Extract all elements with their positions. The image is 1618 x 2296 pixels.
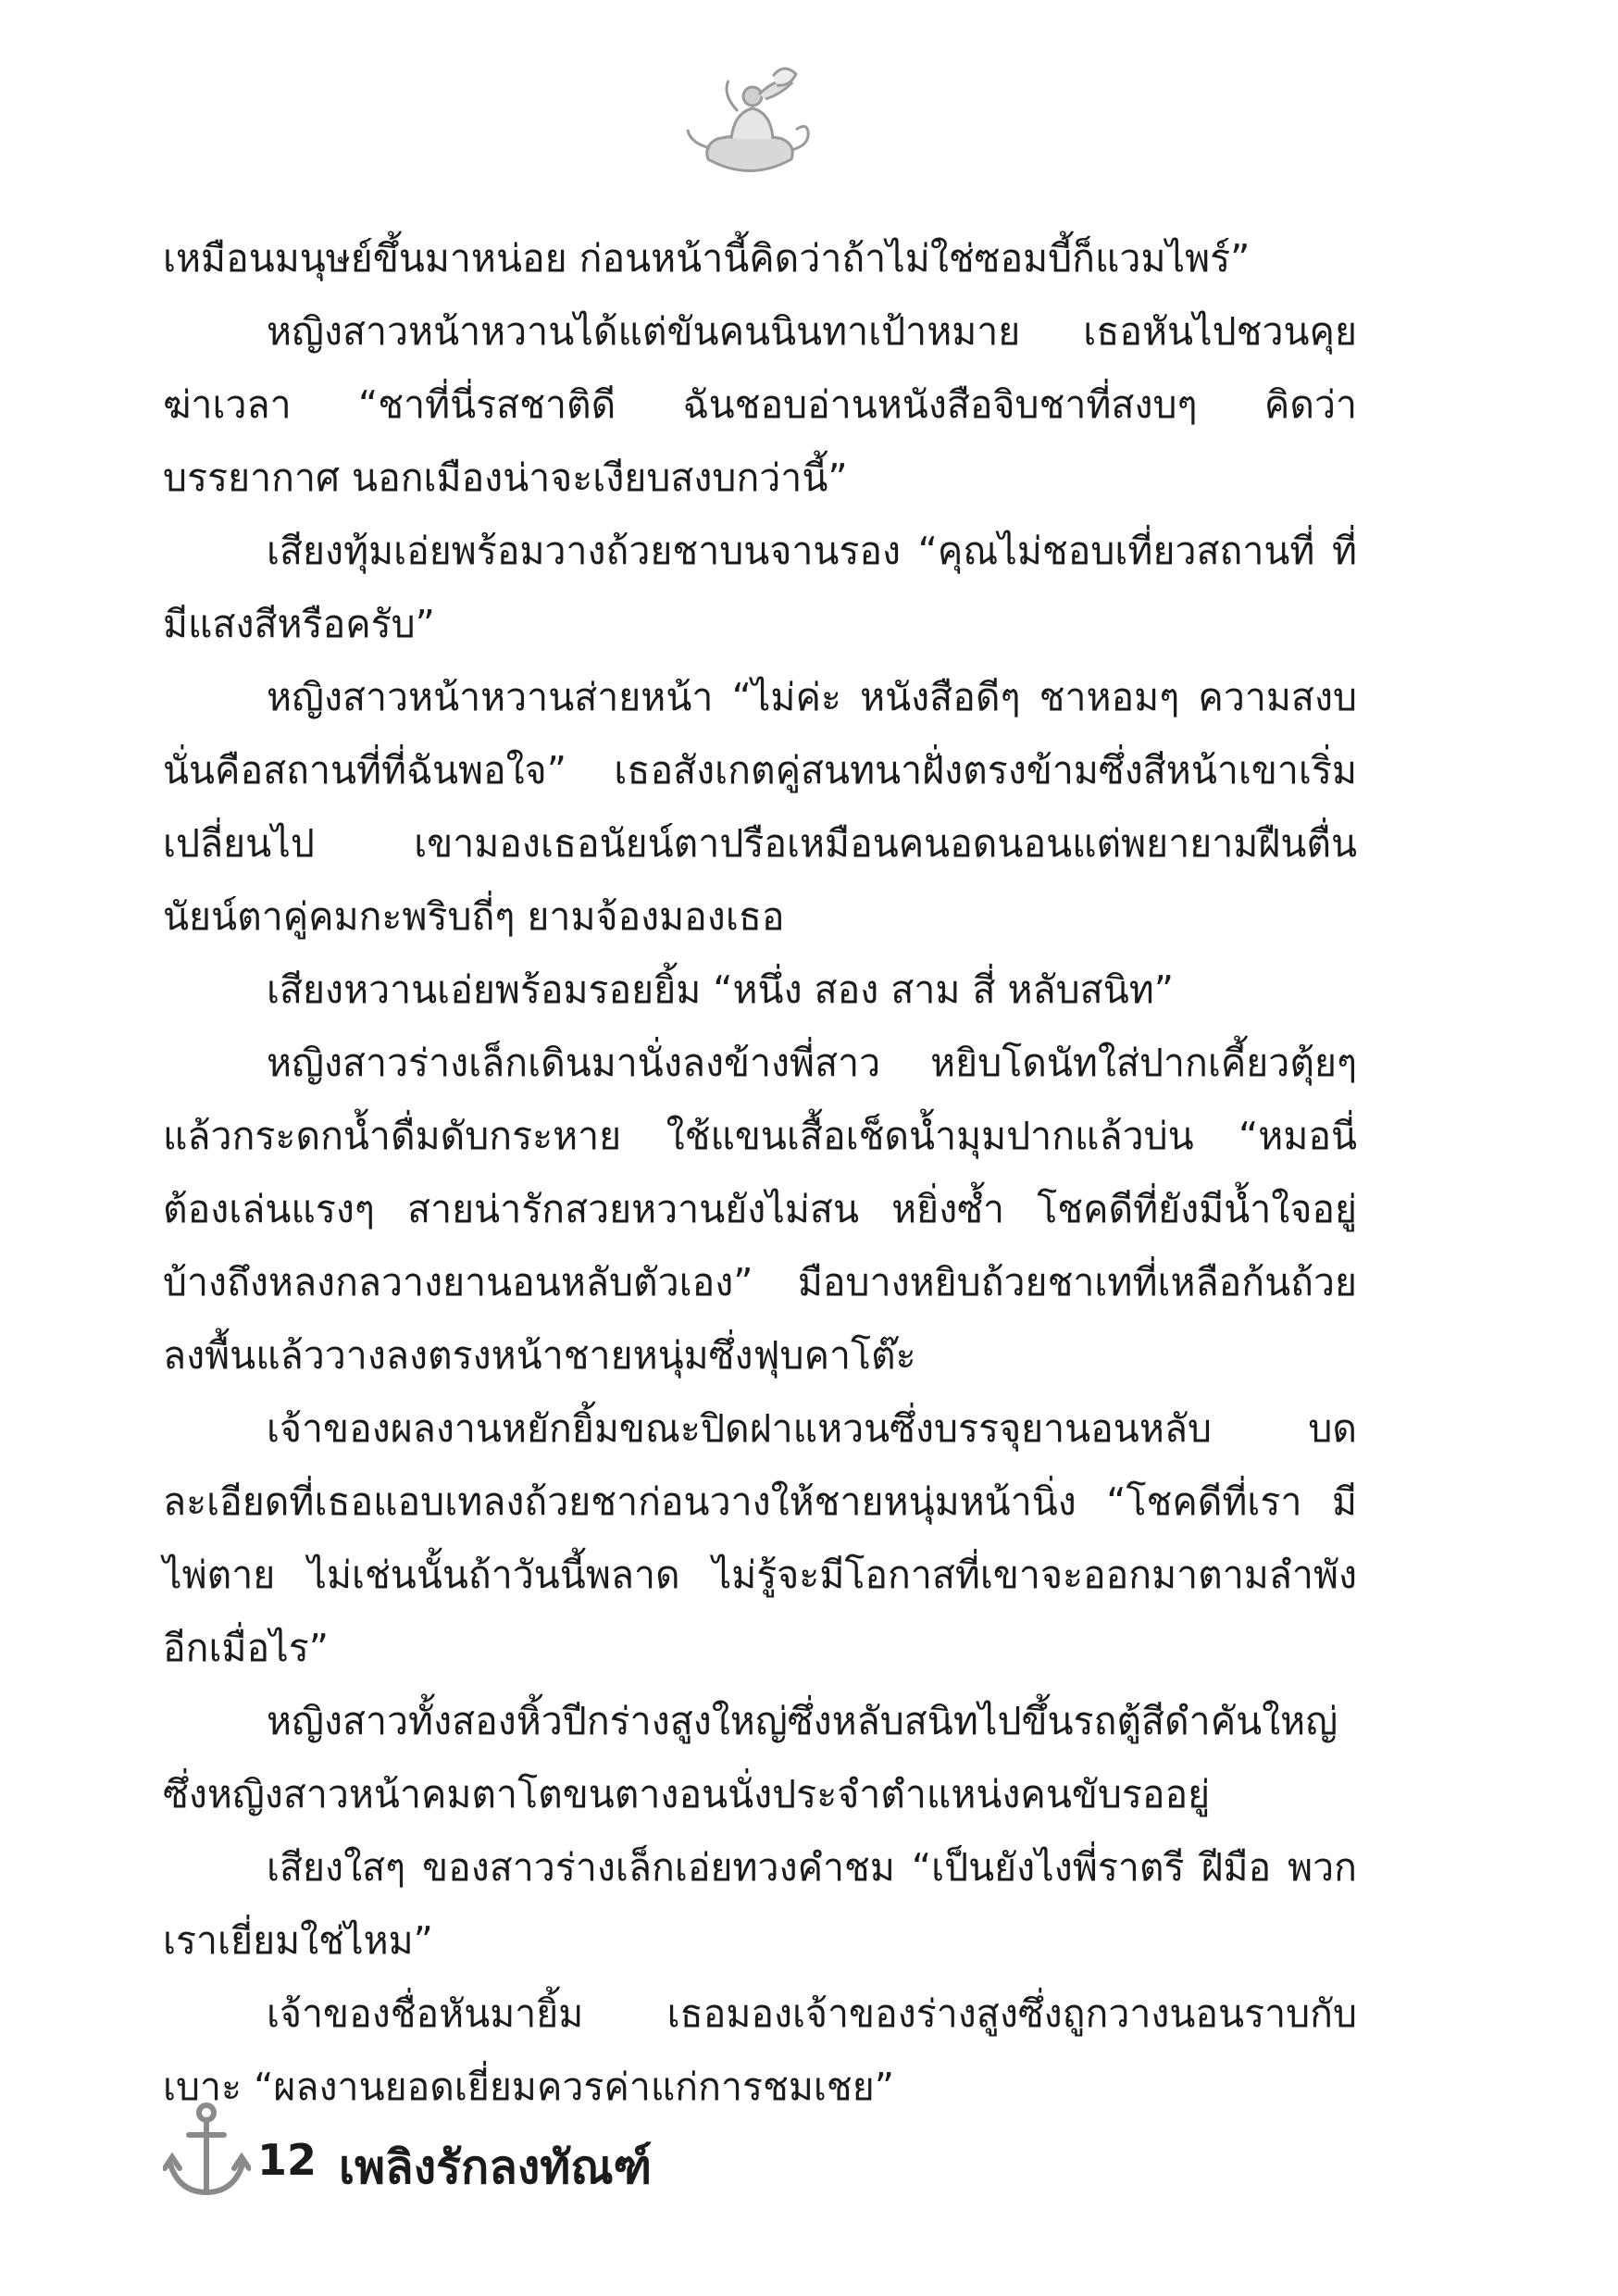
text-line: อีกเมื่อไร” [163,1626,329,1670]
text-line: หญิงสาวหน้าหวานได้แต่ขันคนนินทาเป้าหมาย เธอหันไปชวนคุย [267,309,1357,354]
text-line: เจ้าของชื่อหันมายิ้ม เธอมองเจ้าของร่างสูงซึ่งถูกวางนอนราบกับเบาะ [163,1991,1357,2109]
paragraph [163,1831,1357,1978]
text-line: เจ้าของผลงานหยักยิ้มขณะปิดฝาแหวนซึ่งบรรจุยานอนหลับ [267,1406,1212,1451]
text-line: ฆ่าเวลา “ชาที่นี่รสชาติดี ฉันชอบอ่านหนังสือจิบชาที่สงบๆ คิดว่าบรรยากาศ [163,382,1357,500]
paragraph [163,1685,1357,1831]
text-line: เสียงหวานเอ่ยพร้อมรอยยิ้ม “หนึ่ง สอง สาม สี่ หลับสนิท” [267,967,1174,1012]
text-line: หญิงสาวทั้งสองหิ้วปีกร่างสูงใหญ่ซึ่งหลับสนิทไปขึ้นรถตู้สีดำคันใหญ่ [267,1699,1338,1743]
paragraph [163,295,1357,515]
body-text [163,222,1357,2124]
text-line: เสียงใสๆ ของสาวร่างเล็กเอ่ยทวงคำชม “เป็นยังไงพี่ราตรี ฝีมือ [267,1845,1272,1890]
paragraph [163,954,1357,1027]
text-line: เสียงทุ้มเอ่ยพร้อมวางถ้วยชาบนจานรอง “คุณไม่ชอบเที่ยวสถานที่ [267,529,1315,573]
text-line: ซึ่งหญิงสาวหน้าคมตาโตขนตางอนนั่งประจำตำแหน่งคนขับรออยู่ [163,1772,1211,1816]
text-line: มีไพ่ตาย ไม่เช่นนั้นถ้าวันนี้พลาด ไม่รู้จะมีโอกาสที่เขาจะออกมาตามลำพัง [163,1479,1357,1597]
text-line: เปลี่ยนไป เขามองเธอนัยน์ตาปรือเหมือนคนอดนอนแต่พยายามฝืนตื่น [163,821,1357,866]
book-title: เพลิงรักลงทัณฑ์ [339,2140,653,2194]
paragraph [163,1027,1357,1392]
text-line: บ้างถึงหลงกลวางยานอนหลับตัวเอง” มือบางหยิบถ้วยชาเทที่เหลือก้นถ้วย [163,1260,1357,1304]
text-line: บดละเอียดที่เธอแอบเทลงถ้วยชาก่อนวางให้ชายหนุ่มหน้านิ่ง “โชคดีที่เรา [163,1406,1357,1524]
text-line: ลงพื้นแล้ววางลงตรงหน้าชายหนุ่มซึ่งฟุบคาโต๊ะ [163,1333,916,1378]
paragraph [163,222,1357,295]
text-line: หญิงสาวหน้าหวานส่ายหน้า “ไม่ค่ะ หนังสือดีๆ ชาหอมๆ ความสงบ [267,675,1357,719]
text-line: นัยน์ตาคู่คมกะพริบถี่ๆ ยามจ้องมองเธอ [163,894,785,939]
text-line: เหมือนมนุษย์ขึ้นมาหน่อย ก่อนหน้านี้คิดว่าถ้าไม่ใช่ซอมบี้ก็แวมไพร์” [163,236,1251,281]
text-line: หญิงสาวร่างเล็กเดินมานั่งลงข้างพี่สาว หยิบโดนัทใส่ปากเคี้ยวตุ้ยๆ [267,1041,1357,1085]
anchor-icon [163,2100,251,2202]
text-line: นั่นคือสถานที่ที่ฉันพอใจ” เธอสังเกตคู่สนทนาฝั่งตรงข้ามซึ่งสีหน้าเขาเริ่ม [163,748,1357,792]
text-line: นอกเมืองน่าจะเงียบสงบกว่านี้” [352,455,848,500]
text-line: พวกเราเยี่ยมใช่ไหม” [163,1845,1357,1963]
paragraph [163,1392,1357,1685]
text-line: ที่มีแสงสีหรือครับ” [163,529,1357,646]
paragraph [163,661,1357,954]
text-line: ต้องเล่นแรงๆ สายน่ารักสวยหวานยังไม่สน หยิ่งซ้ำ โชคดีที่ยังมีน้ำใจอยู่ [163,1187,1357,1231]
paragraph [163,515,1357,661]
text-line: “ผลงานยอดเยี่ยมควรค่าแก่การชมเชย” [254,2065,894,2109]
page-footer [163,2100,996,2202]
page-number: 12 [257,2135,317,2185]
text-line: แล้วกระดกน้ำดื่มดับกระหาย ใช้แขนเสื้อเช็ดน้ำมุมปากแล้วบ่น “หมอนี่ [163,1114,1357,1158]
cupid-teapot-icon [680,57,819,196]
